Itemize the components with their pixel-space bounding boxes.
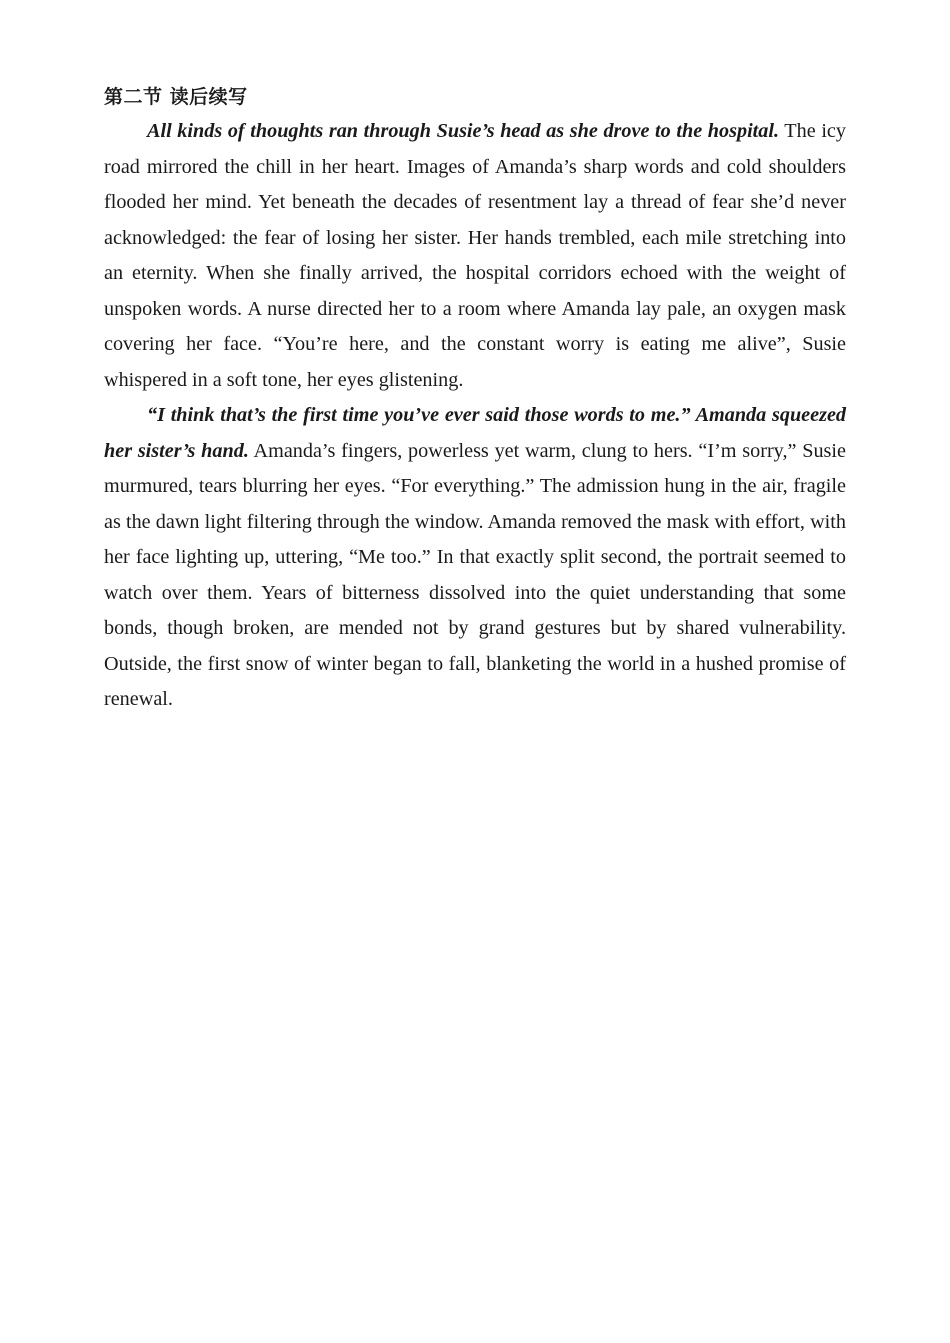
section-title: 第二节 读后续写 <box>104 86 248 108</box>
paragraph-1-body: The icy road mirrored the chill in her heart. Images of Amanda’s sharp words and cold shoulders flooded her mind. Yet beneath the decades of resentment lay a thread of fear she’d never acknowledged: the fear of losing her sister. Her hands trembled, each mile stretching into an eternity. When she finally arrived, the hospital corridors echoed with the weight of unspoken words. A nurse directed her to a room where Amanda lay pale, an oxygen mask covering her face. “You’re here, and the constant worry is eating me alive”, Susie whispered in a soft tone, her eyes glistening. <box>104 120 846 391</box>
paragraph-2 <box>104 398 846 718</box>
paragraph-2-lead-sentence: “I think that’s the first time you’ve ever said those words to me.” Amanda squeezed her sister’s hand. <box>104 404 846 462</box>
document-page <box>104 80 846 718</box>
paragraph-2-body: Amanda’s fingers, powerless yet warm, clung to hers. “I’m sorry,” Susie murmured, tears blurring her eyes. “For everything.” The admission hung in the air, fragile as the dawn light filtering through the window. Amanda removed the mask with effort, with her face lighting up, uttering, “Me too.” In that exactly split second, the portrait seemed to watch over them. Years of bitterness dissolved into the quiet understanding that some bonds, though broken, are mended not by grand gestures but by shared vulnerability. Outside, the first snow of winter began to fall, blanketing the world in a hushed promise of renewal. <box>104 439 846 710</box>
paragraph-1 <box>104 114 846 398</box>
paragraph-1-lead-sentence: All kinds of thoughts ran through Susie’s head as she drove to the hospital. <box>147 120 780 142</box>
